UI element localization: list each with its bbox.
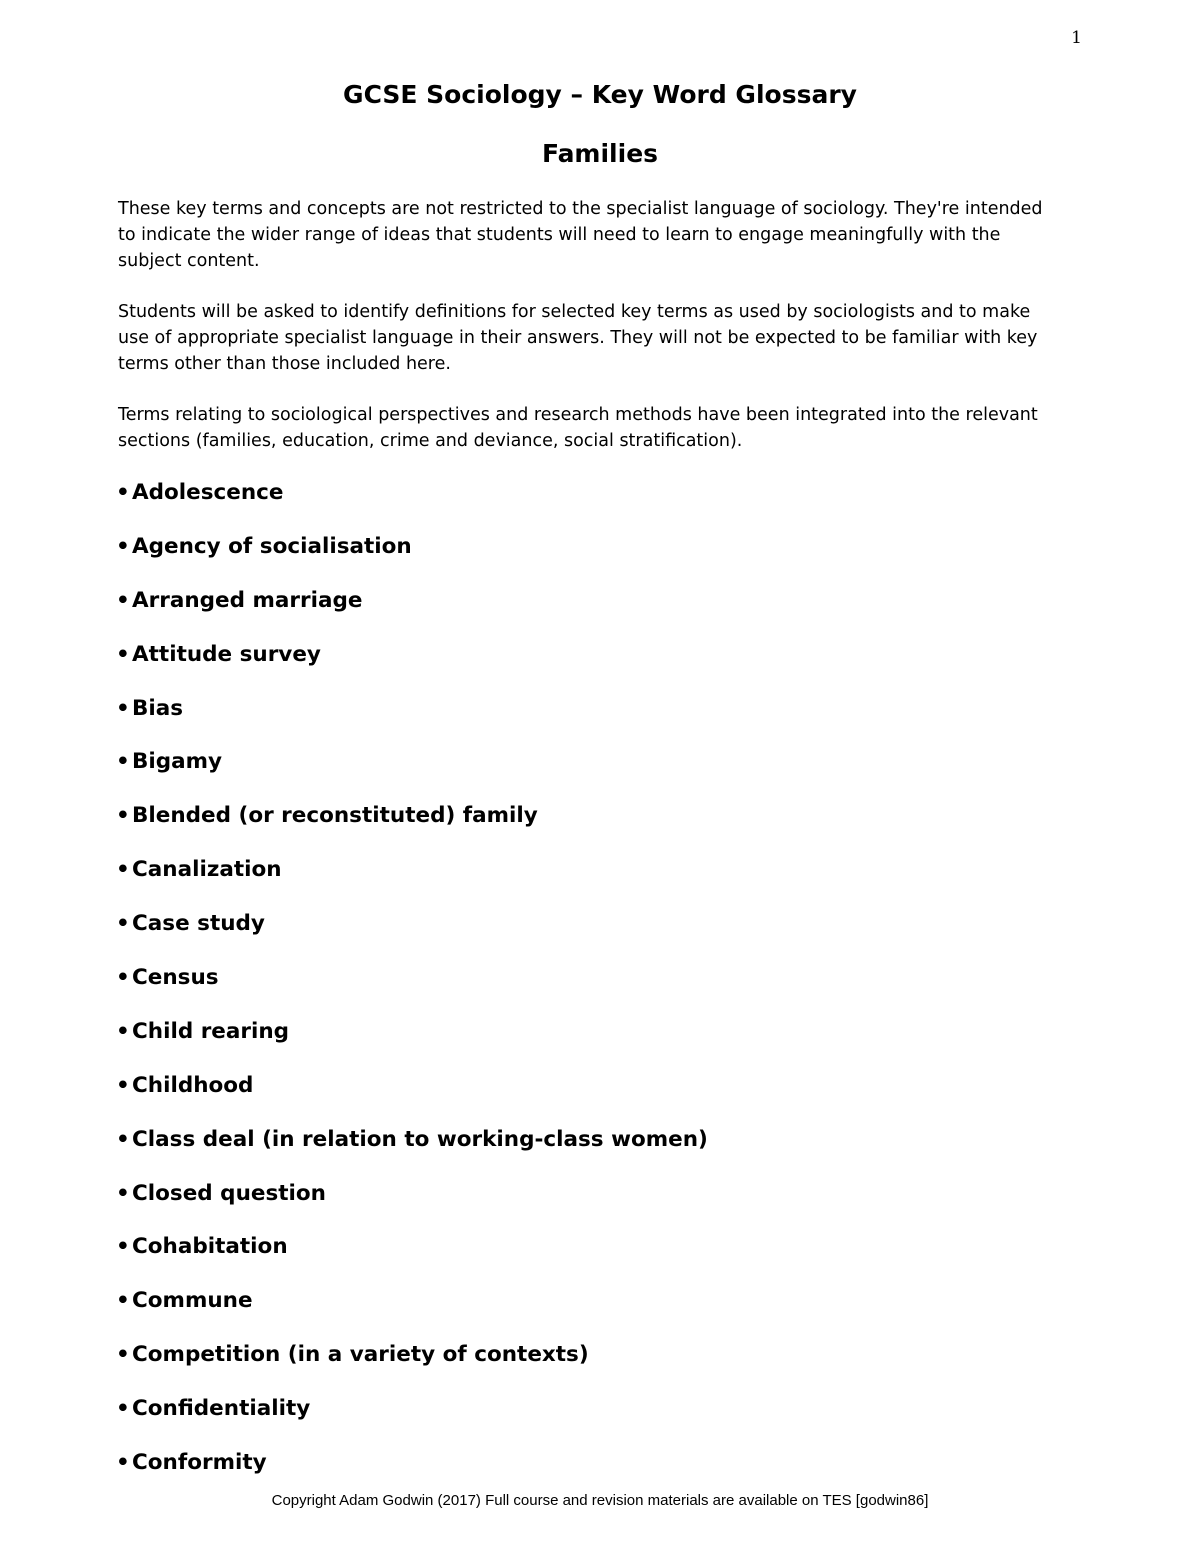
bullet-icon: • xyxy=(116,803,130,829)
list-item xyxy=(116,747,708,801)
term-label: Adolescence xyxy=(132,480,284,505)
list-item xyxy=(116,1017,708,1071)
bullet-icon: • xyxy=(116,480,130,505)
term-label: Child rearing xyxy=(132,1018,290,1044)
bullet-icon: • xyxy=(116,587,130,613)
list-item xyxy=(116,478,708,532)
term-label: Arranged marriage xyxy=(132,587,363,613)
key-terms-list xyxy=(116,478,708,1502)
list-item xyxy=(116,1071,708,1125)
bullet-icon: • xyxy=(116,1126,130,1152)
term-label: Census xyxy=(132,965,219,991)
term-label: Competition (in a variety of contexts) xyxy=(132,1342,589,1368)
section-title: Families xyxy=(541,139,659,168)
intro-paragraph-3: Terms relating to sociological perspectives and research methods have been integrated into the relevant sections (families, education, crime and deviance, social stratification). xyxy=(118,405,1038,451)
term-label: Childhood xyxy=(132,1072,254,1098)
bullet-icon: • xyxy=(116,749,130,775)
page-number: 1 xyxy=(1071,28,1082,48)
bullet-icon: • xyxy=(116,695,130,721)
term-label: Agency of socialisation xyxy=(132,533,412,559)
term-label: Confidentiality xyxy=(132,1396,311,1422)
intro-paragraph-2: Students will be asked to identify definitions for selected key terms as used by sociologists and to make use of appropriate specialist language in their answers. They will not be expected to be familiar with key terms other than those included here. xyxy=(118,302,1038,374)
bullet-icon: • xyxy=(116,857,130,883)
document-title: GCSE Sociology – Key Word Glossary xyxy=(343,80,857,109)
term-label: Attitude survey xyxy=(132,641,321,667)
term-label: Bias xyxy=(132,695,184,721)
list-item xyxy=(116,694,708,748)
bullet-icon: • xyxy=(116,641,130,667)
bullet-icon: • xyxy=(116,1396,130,1422)
intro-paragraph-1: These key terms and concepts are not restricted to the specialist language of sociology. They're intended to indicate the wider range of ideas that students will need to learn to engage meaningfully with the subject content. xyxy=(118,199,1043,271)
bullet-icon: • xyxy=(116,1234,130,1260)
term-label: Class deal (in relation to working-class women) xyxy=(132,1126,708,1152)
list-item xyxy=(116,640,708,694)
bullet-icon: • xyxy=(116,1018,130,1044)
list-item xyxy=(116,801,708,855)
term-label: Bigamy xyxy=(132,749,223,775)
term-label: Case study xyxy=(132,911,265,937)
term-label: Closed question xyxy=(132,1180,326,1206)
term-label: Conformity xyxy=(132,1450,267,1476)
list-item xyxy=(116,1179,708,1233)
bullet-icon: • xyxy=(116,1450,130,1476)
list-item xyxy=(116,532,708,586)
list-item xyxy=(116,1125,708,1179)
bullet-icon: • xyxy=(116,1342,130,1368)
copyright-footer: Copyright Adam Godwin (2017) Full course and revision materials are available on TES [godwin86] xyxy=(271,1492,929,1509)
bullet-icon: • xyxy=(116,965,130,991)
term-label: Commune xyxy=(132,1288,253,1314)
bullet-icon: • xyxy=(116,1072,130,1098)
term-label: Cohabitation xyxy=(132,1234,288,1260)
list-item xyxy=(116,586,708,640)
list-item xyxy=(116,1394,708,1448)
bullet-icon: • xyxy=(116,1288,130,1314)
list-item xyxy=(116,1232,708,1286)
bullet-icon: • xyxy=(116,1180,130,1206)
list-item xyxy=(116,909,708,963)
bullet-icon: • xyxy=(116,533,130,559)
bullet-icon: • xyxy=(116,911,130,937)
term-label: Blended (or reconstituted) family xyxy=(132,803,538,829)
list-item xyxy=(116,1286,708,1340)
list-item xyxy=(116,855,708,909)
list-item xyxy=(116,1340,708,1394)
list-item xyxy=(116,963,708,1017)
term-label: Canalization xyxy=(132,857,282,883)
